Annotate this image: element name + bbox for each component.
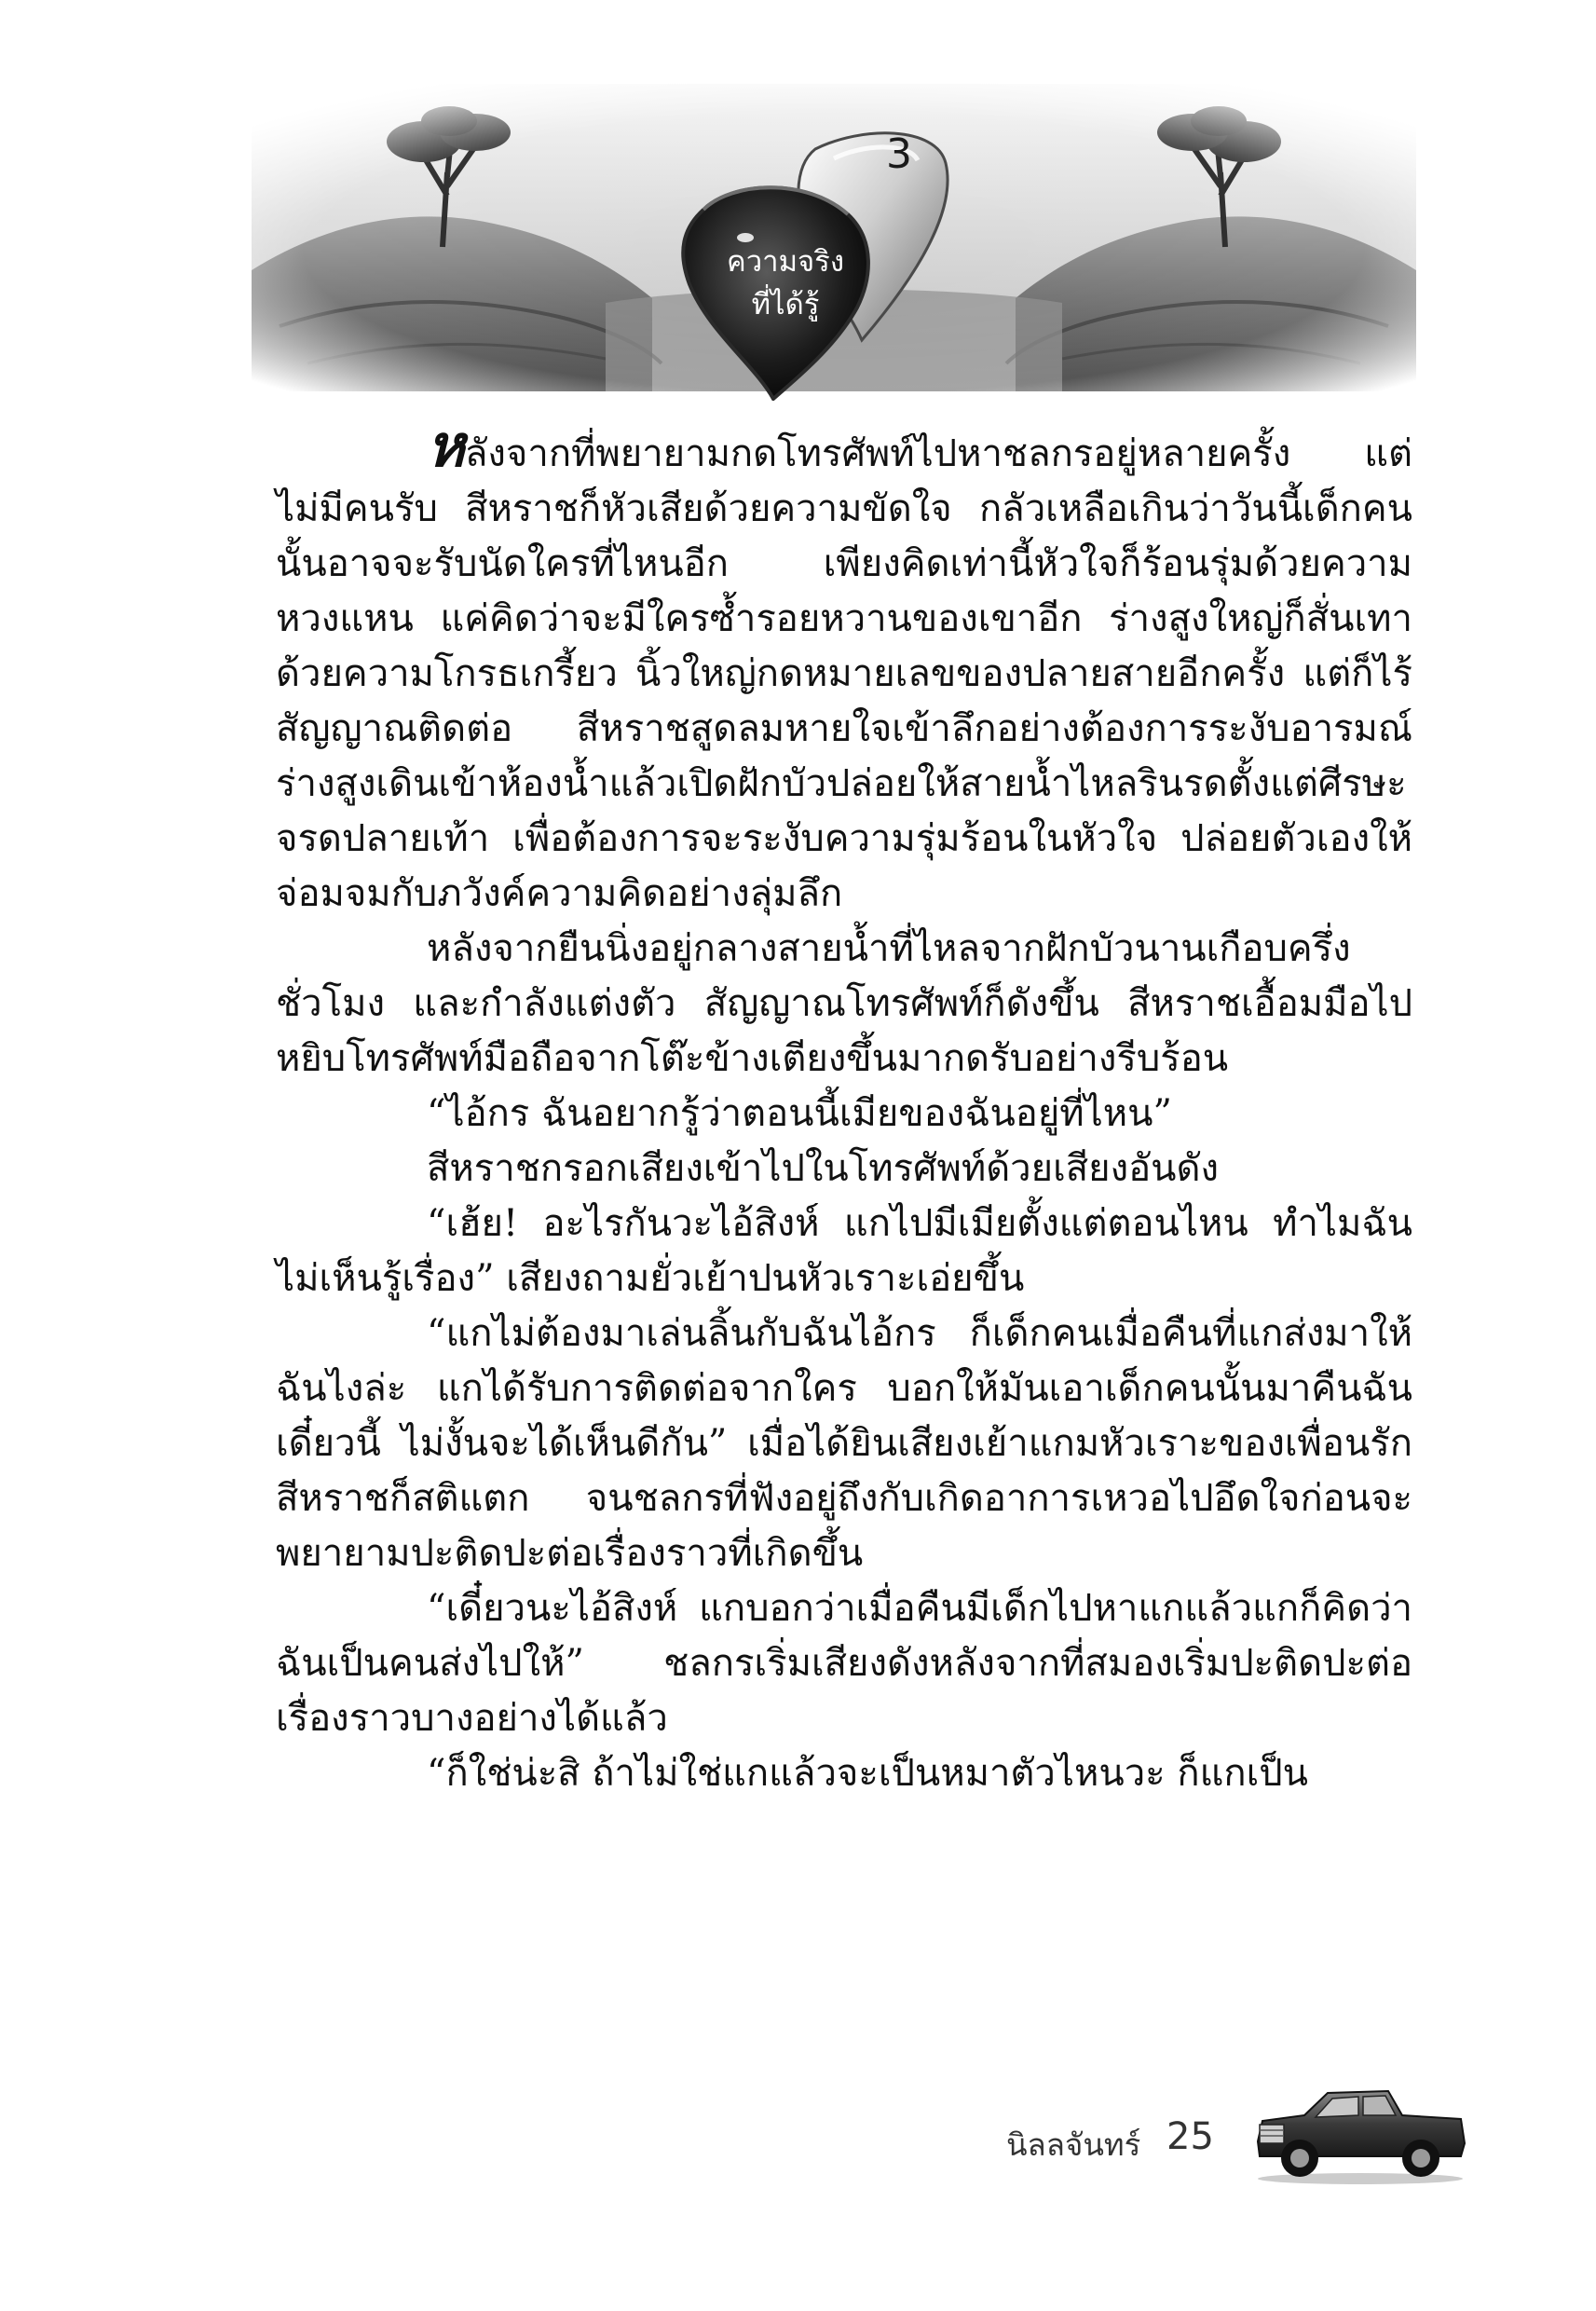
paragraph-6: “แกไม่ต้องมาเล่นลิ้นกับฉันไอ้กร ก็เด็กคนเมื่อคืนที่แกส่งมาให้ฉันไงล่ะ แกได้รับการติดต่อจากใคร บอกให้มันเอาเด็กคนนั้นมาคืนฉันเดี๋ยวนี้ ไม่งั้นจะได้เห็นดีกัน” เมื่อได้ยินเสียงเย้าแกมหัวเราะของเพื่อนรักสีหราชก็สติแตก จนชลกรที่ฟังอยู่ถึงกับเกิดอาการเหวอไปอึดใจก่อนจะพยายามปะติดปะต่อเรื่องราวที่เกิดขึ้น bbox=[276, 1312, 1412, 1575]
pickup-truck-icon bbox=[1248, 2076, 1472, 2188]
paragraph-5: “เฮ้ย! อะไรกันวะไอ้สิงห์ แกไปมีเมียตั้งแต่ตอนไหน ทำไมฉันไม่เห็นรู้เรื่อง” เสียงถามยั่วเย้าปนหัวเราะเอ่ยขึ้น bbox=[276, 1202, 1412, 1300]
paragraph-1-text: ลังจากที่พยายามกดโทรศัพท์ไปหาชลกรอยู่หลายครั้ง แต่ไม่มีคนรับ สีหราชก็หัวเสียด้วยความขัดใจ กลัวเหลือเกินว่าวันนี้เด็กคนนั้นอาจจะรับนัดใครที่ไหนอีก เพียงคิดเท่านี้หัวใจก็ร้อนรุ่มด้วยความหวงแหน แค่คิดว่าจะมีใครซ้ำรอยหวานของเขาอีก ร่างสูงใหญ่ก็สั่นเทาด้วยความโกรธเกรี้ยว นิ้วใหญ่กดหมายเลขของปลายสายอีกครั้ง แต่ก็ไร้สัญญาณติดต่อ สีหราชสูดลมหายใจเข้าลึกอย่างต้องการระงับอารมณ์ ร่างสูงเดินเข้าห้องน้ำแล้วเปิดฝักบัวปล่อยให้สายน้ำไหลรินรดตั้งแต่ศีรษะจรดปลายเท้า เพื่อต้องการจะระงับความรุ่มร้อนในหัวใจ ปล่อยตัวเองให้จ่อมจมกับภวังค์ความคิดอย่างลุ่มลึก bbox=[276, 432, 1412, 915]
chapter-body bbox=[276, 412, 1412, 1801]
paragraph-1 bbox=[276, 412, 1412, 922]
paragraph-3: “ไอ้กร ฉันอยากรู้ว่าตอนนี้เมียของฉันอยู่ที่ไหน” bbox=[427, 1092, 1172, 1135]
page-number: 25 bbox=[1166, 2115, 1214, 2158]
paragraph-7: “เดี๋ยวนะไอ้สิงห์ แกบอกว่าเมื่อคืนมีเด็กไปหาแกแล้วแกก็คิดว่าฉันเป็นคนส่งไปให้” ชลกรเริ่มเสียงดังหลังจากที่สมองเริ่มปะติดปะต่อเรื่องราวบางอย่างได้แล้ว bbox=[276, 1587, 1412, 1740]
chapter-number: 3 bbox=[886, 130, 912, 178]
paragraph-4: สีหราชกรอกเสียงเข้าไปในโทรศัพท์ด้วยเสียงอันดัง bbox=[427, 1147, 1219, 1190]
paragraph-8: “ก็ใช่น่ะสิ ถ้าไม่ใช่แกแล้วจะเป็นหมาตัวไหนวะ ก็แกเป็น bbox=[427, 1752, 1308, 1795]
chapter-title-line-2: ที่ได้รู้ bbox=[751, 288, 820, 321]
chapter-title bbox=[688, 240, 883, 326]
chapter-title-line-1: ความจริง bbox=[727, 245, 844, 279]
footer-author-name: นิลลจันทร์ bbox=[1006, 2126, 1141, 2163]
paragraph-2: หลังจากยืนนิ่งอยู่กลางสายน้ำที่ไหลจากฝักบัวนานเกือบครึ่งชั่วโมง และกำลังแต่งตัว สัญญาณโทรศัพท์ก็ดังขึ้น สีหราชเอื้อมมือไปหยิบโทรศัพท์มือถือจากโต๊ะข้างเตียงขึ้นมากดรับอย่างรีบร้อน bbox=[276, 927, 1412, 1080]
drop-cap: ห bbox=[427, 412, 465, 480]
